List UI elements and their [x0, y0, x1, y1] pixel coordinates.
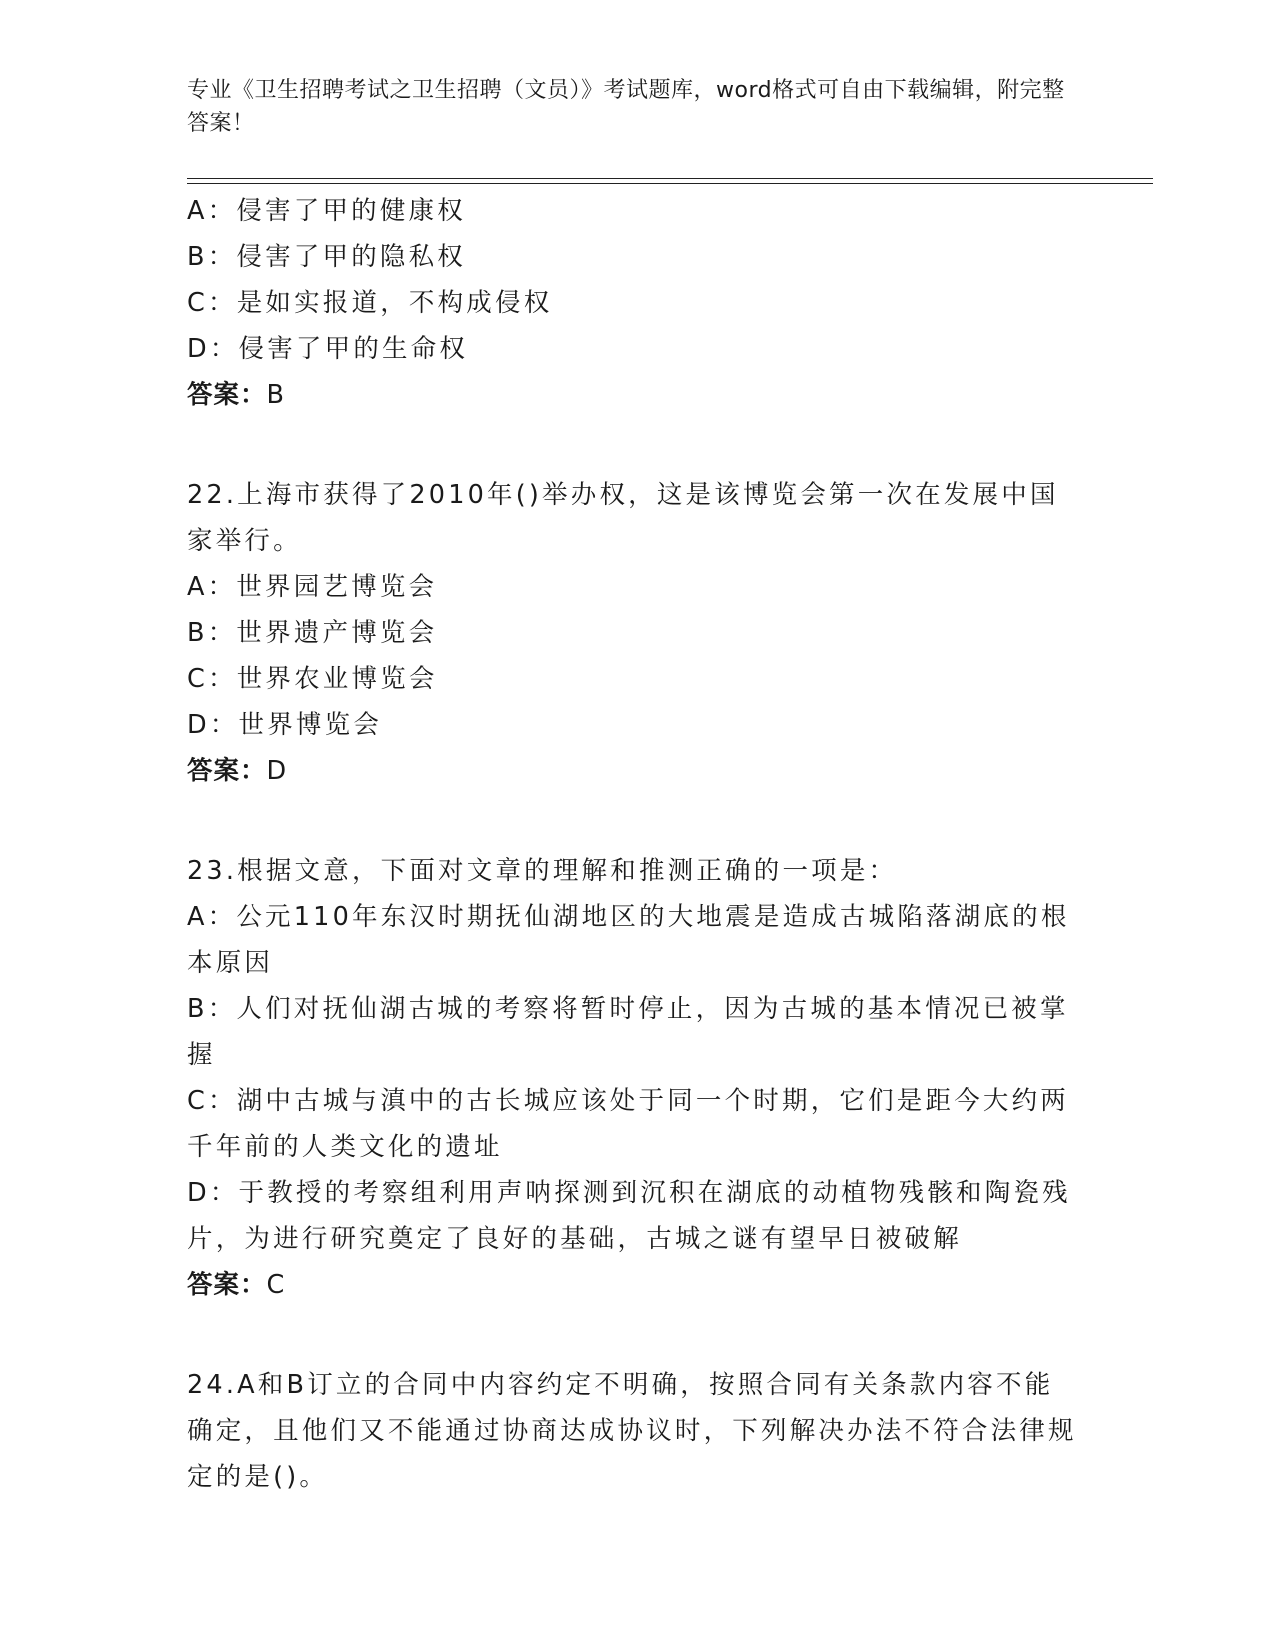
- option-b: B：人们对抚仙湖古城的考察将暂时停止，因为古城的基本情况已被掌握: [187, 994, 1069, 1070]
- answer-line: [187, 1262, 1077, 1308]
- option-d: D：侵害了甲的生命权: [187, 334, 469, 364]
- answer-label: 答案：: [187, 1270, 267, 1300]
- question-stem: 23.根据文意，下面对文章的理解和推测正确的一项是：: [187, 856, 898, 886]
- answer-value: D: [266, 756, 288, 786]
- answer-label: 答案：: [187, 380, 267, 410]
- option-a: A：世界园艺博览会: [187, 572, 438, 602]
- question-23: [187, 848, 1077, 1308]
- option-b: B：侵害了甲的隐私权: [187, 242, 466, 272]
- answer-line: [187, 748, 1077, 794]
- question-list: [187, 188, 1077, 1500]
- option-a: A：侵害了甲的健康权: [187, 196, 466, 226]
- answer-label: 答案：: [187, 756, 267, 786]
- question-24: [187, 1362, 1077, 1500]
- question-21: [187, 188, 1077, 418]
- document-header: 专业《卫生招聘考试之卫生招聘（文员）》考试题库，word格式可自由下载编辑，附完整答案！: [187, 78, 1065, 136]
- question-22: [187, 472, 1077, 794]
- option-b: B：世界遗产博览会: [187, 618, 438, 648]
- option-d: D：世界博览会: [187, 710, 383, 740]
- header-rule-bottom: [187, 183, 1153, 184]
- answer-line: [187, 372, 1077, 418]
- answer-value: B: [266, 380, 286, 410]
- option-a: A：公元110年东汉时期抚仙湖地区的大地震是造成古城陷落湖底的根本原因: [187, 902, 1070, 978]
- answer-value: C: [266, 1270, 286, 1300]
- option-c: C：湖中古城与滇中的古长城应该处于同一个时期，它们是距今大约两千年前的人类文化的遗址: [187, 1086, 1070, 1162]
- option-d: D：于教授的考察组利用声呐探测到沉积在湖底的动植物残骸和陶瓷残片，为进行研究奠定了良好的基础，古城之谜有望早日被破解: [187, 1178, 1071, 1254]
- question-stem: 24.A和B订立的合同中内容约定不明确，按照合同有关条款内容不能确定，且他们又不能通过协商达成协议时，下列解决办法不符合法律规定的是()。: [187, 1370, 1077, 1492]
- header-rule-top: [187, 178, 1153, 179]
- option-c: C：世界农业博览会: [187, 664, 438, 694]
- option-c: C：是如实报道，不构成侵权: [187, 288, 553, 318]
- question-stem: 22.上海市获得了2010年()举办权，这是该博览会第一次在发展中国家举行。: [187, 480, 1059, 556]
